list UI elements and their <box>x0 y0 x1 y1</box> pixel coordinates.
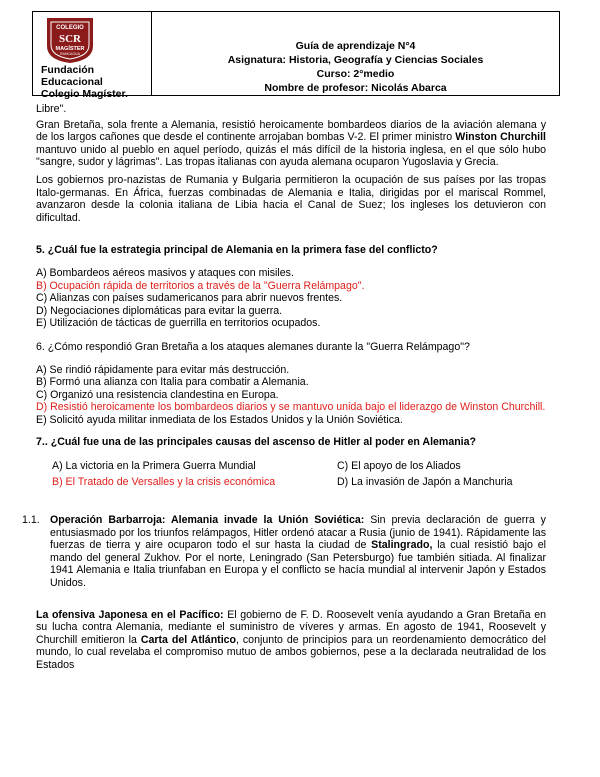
subject: Asignatura: Historia, Geografía y Ciencias Sociales <box>227 54 484 66</box>
pacific-title: La ofensiva Japonesa en el Pacífico: <box>36 608 224 621</box>
q6-options <box>36 364 546 427</box>
header-info-cell <box>152 12 559 95</box>
section-number: 1.1. <box>22 514 40 527</box>
section-1-1 <box>22 514 546 590</box>
teacher: Nombre de profesor: Nicolás Abarca <box>264 82 447 94</box>
section-title: Operación Barbarroja: Alemania invade la Unión Soviética: <box>50 514 365 527</box>
intro-p2: Los gobiernos pro-nazistas de Rumania y Bulgaria permitieron la ocupación de sus países por las tropas Italo-germanas. En África, fuerzas combinadas de Alemania e Italia, dirigidas por el mariscal Rommel, avanzaron desde la colonia italiana de Libia hacia el Canal de Suez; los ingleses los detuvieron con dificultad. <box>36 173 546 224</box>
q7-option-a: A) La victoria en la Primera Guerra Mundial <box>52 460 256 473</box>
guide-title: Guía de aprendizaje N°4 <box>295 40 416 52</box>
q7-question: 7.. ¿Cuál fue una de las principales causas del ascenso de Hitler al poder en Alemania? <box>36 436 476 449</box>
school-logo <box>43 16 97 64</box>
intro-p1: Gran Bretaña, sola frente a Alemania, resistió heroicamente bombardeos diarios de la aviación alemana y de los largos cañones que desde el continente arrojaban bombas V-2. El primer ministro Winston Churchill mantuvo unido al pueblo en aquel período, quizás el más difícil de la historia inglesa, en el que sólo hubo "sangre, sudor y lágrimas". Las tropas italianas con ayuda alemana ocuparon Yugoslavia y Grecia. <box>36 118 546 169</box>
q6-question: 6. ¿Cómo respondió Gran Bretaña a los ataques alemanes durante la "Guerra Relámpago"? <box>36 340 470 353</box>
q5-options <box>36 267 546 330</box>
q5-option-b: B) Ocupación rápida de territorios a través de la "Guerra Relámpago". <box>36 279 365 292</box>
course: Curso: 2°medio <box>316 68 395 80</box>
q6-option-d: D) Resistió heroicamente los bombardeos diarios y se mantuvo unida bajo el liderazgo de Winston Churchill. <box>36 401 546 414</box>
school-name <box>41 64 128 100</box>
logo-mid-text: SCR <box>58 33 82 45</box>
logo-top-text: COLEGIO <box>56 25 84 31</box>
logo-bottom-text: MAGÍSTER <box>55 46 85 52</box>
school-line-1: Fundación <box>41 64 95 76</box>
school-line-3: Colegio Magíster. <box>41 88 128 100</box>
logo-sub-text: RANCAGUA <box>60 52 80 56</box>
document-body <box>22 103 547 672</box>
q5-question: 5. ¿Cuál fue la estrategia principal de Alemania en la primera fase del conflicto? <box>36 244 438 257</box>
q6-option-e: E) Solicitó ayuda militar inmediata de los Estados Unidos y la Unión Soviética. <box>36 413 403 426</box>
q5-option-c: C) Alianzas con países sudamericanos para abrir nuevos frentes. <box>36 292 343 305</box>
document-header <box>32 11 560 100</box>
q7-option-c: C) El apoyo de los Aliados <box>337 460 461 473</box>
header-school-cell <box>33 12 152 100</box>
q5-option-e: E) Utilización de tácticas de guerrilla en territorios ocupados. <box>36 317 321 330</box>
intro-p0: Libre". <box>36 103 67 115</box>
pacific-paragraph: La ofensiva Japonesa en el Pacífico: El gobierno de F. D. Roosevelt venía ayudando a Gran Bretaña en su lucha contra Alemania, mediante el suministro de víveres y armas. En agosto de 1941, Roosevelt y Churchill emitieron la Carta del Atlántico, conjunto de principios para un reordenamiento democrático del mundo, lo cual revelaba el compromiso mutuo de ambos gobiernos, pese a la declarada neutralidad de los Estados <box>36 608 547 671</box>
q6-option-c: C) Organizó una resistencia clandestina en Europa. <box>36 388 279 401</box>
school-line-2: Educacional <box>41 76 103 88</box>
q6-option-b: B) Formó una alianza con Italia para combatir a Alemania. <box>36 376 309 389</box>
q7-option-d: D) La invasión de Japón a Manchuria <box>337 476 513 489</box>
section-1-1-text: Operación Barbarroja: Alemania invade la Unión Soviética: Sin previa declaración de guerra y entusiasmado por los triunfos relámpagos, Hitler ordenó atacar a Rusia (junio de 1941). Rápidamente las fuerzas de tierra y aire ocuparon todo el sur hasta la ciudad de Stalingrado, la cual resistió bajo el mando del general Zukhov. Por el norte, Leningrado (San Petersburgo) fue también sitiada. Al finalizar 1941 Alemania e Italia triunfaban en Europa y el conflicto se hacía mundial al intervenir Japón y Estados Unidos. <box>50 514 546 590</box>
q7-option-b: B) El Tratado de Versalles y la crisis económica <box>52 476 276 489</box>
q5-option-a: A) Bombardeos aéreos masivos y ataques con misiles. <box>36 266 294 279</box>
q5-option-d: D) Negociaciones diplomáticas para evitar la guerra. <box>36 304 283 317</box>
q6-option-a: A) Se rindió rápidamente para evitar más destrucción. <box>36 363 290 376</box>
q7-options <box>36 460 546 490</box>
